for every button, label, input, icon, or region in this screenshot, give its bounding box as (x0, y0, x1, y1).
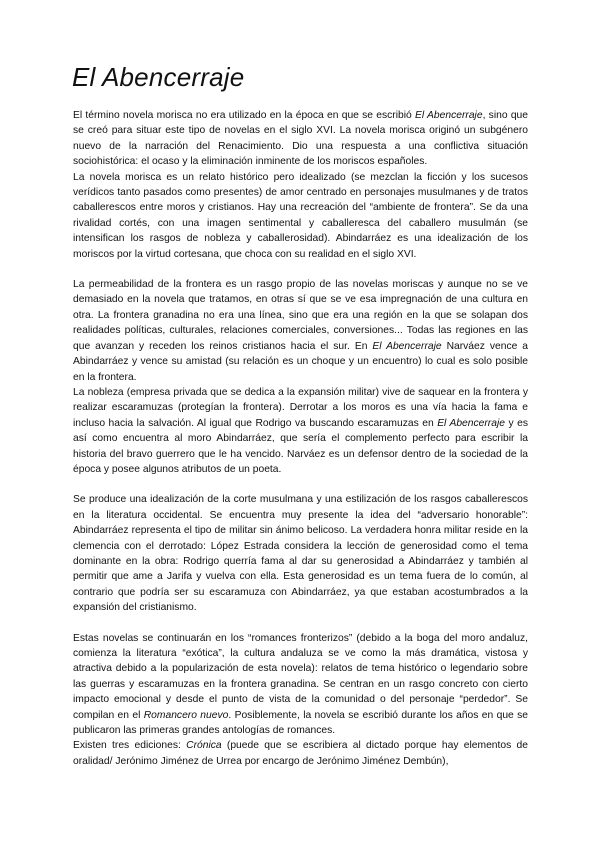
italic-title-text: Romancero nuevo (143, 709, 229, 721)
paragraph-text: Existen tres ediciones: (73, 740, 187, 752)
italic-title-text: El Abencerraje (415, 110, 483, 121)
document-body (73, 108, 528, 769)
paragraph-text: La nobleza (empresa privada que se dedica a la expansión militar) vive de saquear en la frontera y realizar escaramuzas (protegían la frontera). Derrotar a los moros es una vía hacia la fama e incluso hacia la salvación. Al igual que Rodrigo va buscando escaramuzas en (73, 386, 528, 429)
paragraph-text: . Posiblemente, la novela se escribió durante los años en que se publicaron las primeras grandes antologías de romances. (73, 709, 528, 737)
paragraph-text: (puede que se escribiera al dictado porque hay elementos de oralidad/ Jerónimo Jiménez de Urrea por encargo de Jerónimo Jiménez Dembún), (73, 740, 528, 767)
italic-title-text: El Abencerraje (437, 417, 505, 429)
paragraph-text: , sino que se creó para situar este tipo de novelas en el siglo XVI. La novela morisca originó un subgénero nuevo de la narración del Renacimiento. Dio una respuesta a una conflictiva situación sociohistórica: el ocaso y la eliminación inminente de los moriscos españoles. (73, 110, 528, 168)
paragraph-gap (73, 616, 528, 631)
paragraph-p1 (73, 108, 528, 170)
paragraph-gap (73, 262, 528, 277)
page-title: El Abencerraje (72, 62, 245, 92)
paragraph-text: Narváez vence a Abindarráez y vence su amistad (su relación es un choque y un encuentro) lo cual es solo posible en la frontera. (73, 340, 528, 383)
paragraph-text: Estas novelas se continuarán en los “romances fronterizos” (debido a la boga del moro andaluz, comienza la literatura “exótica”, la cultura andaluza se ve como la más dramática, vistosa y atractiva debido a la popularización de esta novela): relatos de tema histórico o legendario sobre las guerras y escaramuzas en la frontera granadina. Se centran en un rasgo concreto con cierto impacto emocional y desde el punto de vista de la comunidad o del personaje “perdedor”. Se compilan en el (73, 632, 528, 721)
italic-title-text: El Abencerraje (372, 340, 442, 352)
paragraph-p2 (73, 170, 528, 262)
italic-title-text: Crónica (186, 740, 222, 752)
paragraph-p5 (73, 492, 528, 615)
paragraph-p3 (73, 277, 528, 385)
paragraph-text: y es así como encuentra al moro Abindarráez, que sería el complemento perfecto para escribir la historia del bravo guerrero que le ha vencido. Narváez es un defensor dentro de la sociedad de la época y posee algunos atributos de un poeta. (73, 417, 528, 475)
paragraph-p4 (73, 385, 528, 477)
paragraph-text: La novela morisca es un relato histórico pero idealizado (se mezclan la ficción y los sucesos verídicos tanto pasados como presentes) de amor centrado en personajes musulmanes y de tratos caballerescos entre moros y cristianos. Hay una recreación del “ambiente de frontera”. Se da una rivalidad cortés, con una imagen sentimental y caballeresca del caballero musulmán (se intensifican los rasgos de nobleza y caballerosidad). Abindarráez es una idealización de los moriscos por la virtud cortesana, que choca con su realidad en el siglo XVI. (73, 171, 528, 260)
paragraph-gap (73, 477, 528, 492)
paragraph-text: Se produce una idealización de la corte musulmana y una estilización de los rasgos caballerescos en la literatura occidental. Se encuentra muy presente la idea del “adversario honorable”: Abindarráez representa el tipo de militar sin ánimo belicoso. La verdadera honra militar reside en la clemencia con el derrotado: López Estrada considera la lección de generosidad como el tema dominante en la obra: Rodrigo querría fama al dar su generosidad a Abindarráez y también al permitir que ame a Jarifa y vuelva con ella. Esta generosidad es un tema fuera de lo común, al contrario que podría ser su escaramuza con Abindarráez, ya que estaban acostumbrados a la expansión del cristianismo. (73, 494, 528, 614)
paragraph-text: La permeabilidad de la frontera es un rasgo propio de las novelas moriscas y aunque no se ve demasiado en la novela que tratamos, en otras sí que se ve esa impregnación de una cultura en otra. La frontera granadina no era una línea, sino que era una región en la que se solapan dos realidades políticas, culturales, relaciones comerciales, conversiones... Todas las regiones en las que avanzan y receden los reinos cristianos hacia el sur. En (73, 279, 528, 352)
paragraph-text: El término novela morisca no era utilizado en la época en que se escribió (73, 110, 416, 121)
paragraph-p6 (73, 631, 528, 739)
paragraph-p7 (73, 738, 528, 769)
